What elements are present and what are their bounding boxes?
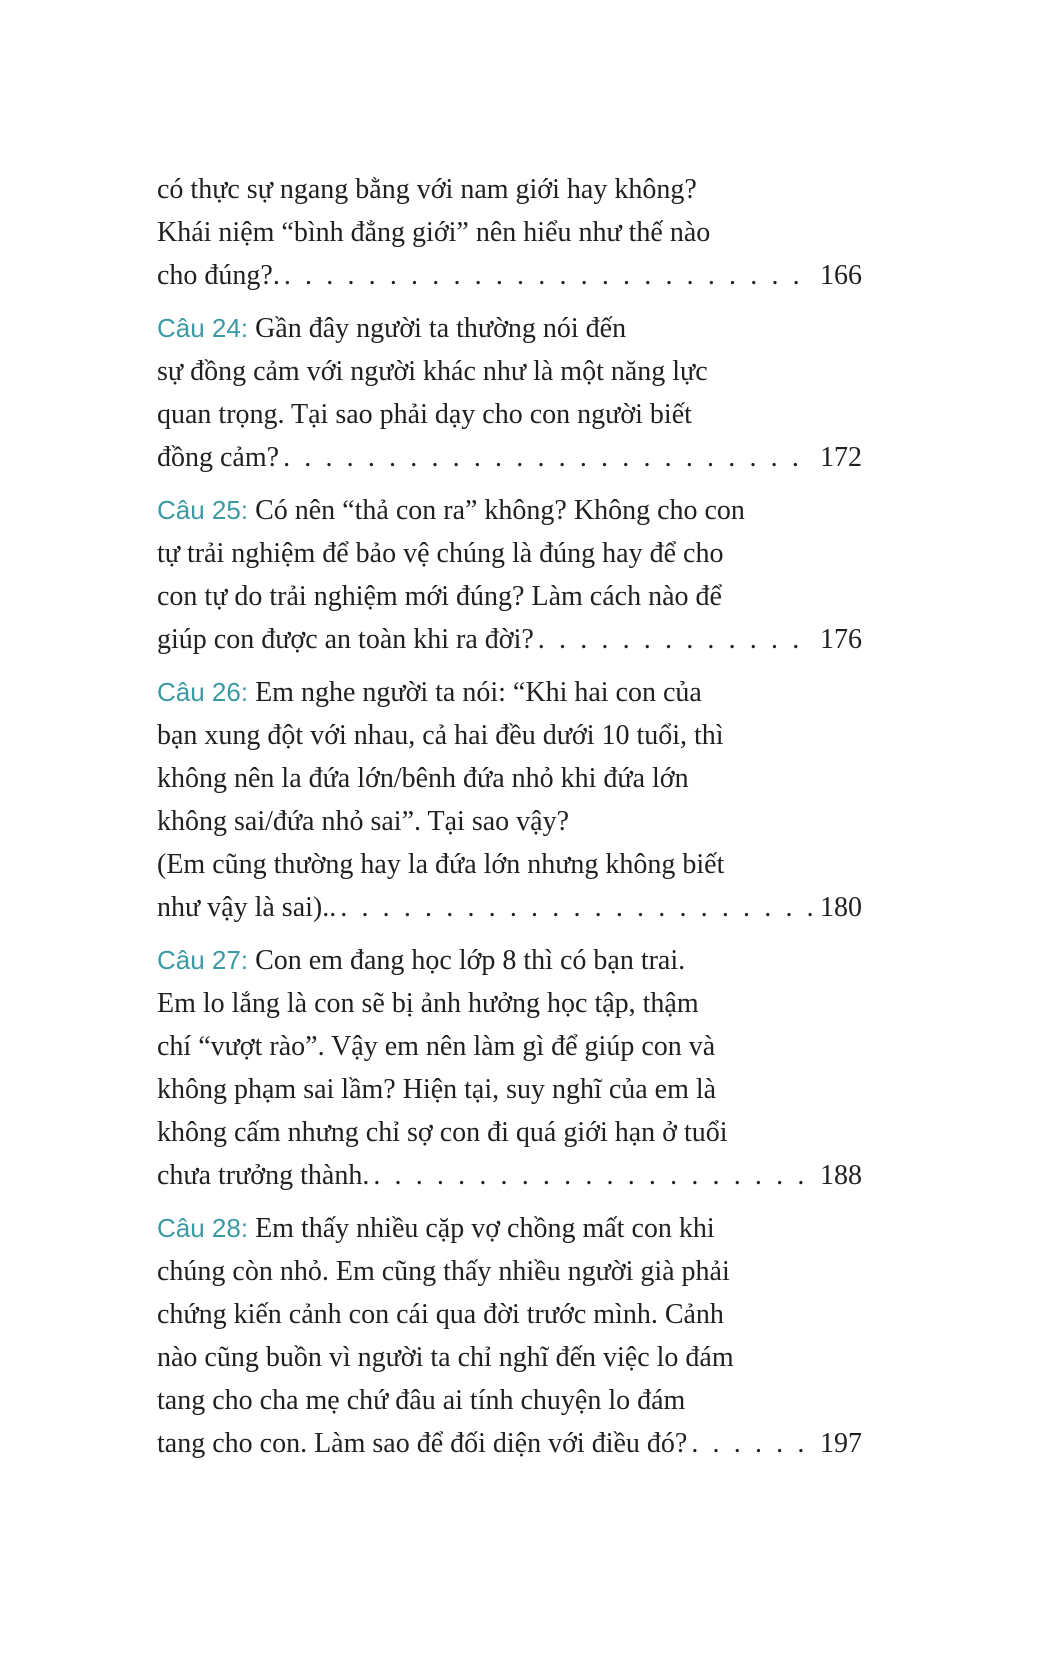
table-of-contents <box>157 168 862 1475</box>
dot-leader <box>691 1422 812 1465</box>
page-number[interactable]: 180 <box>820 892 862 923</box>
question-text-line: không cấm nhưng chỉ sợ con đi quá giới hạn ở tuổi <box>157 1117 728 1148</box>
question-text-line: chúng còn nhỏ. Em cũng thấy nhiều người già phải <box>157 1256 730 1287</box>
toc-entry-first-line <box>157 1207 862 1250</box>
page-number[interactable]: 172 <box>820 442 862 473</box>
question-text: Gần đây người ta thường nói đến <box>248 313 627 344</box>
question-text-line: nào cũng buồn vì người ta chỉ nghĩ đến việc lo đám <box>157 1342 734 1373</box>
toc-entry-first-line <box>157 307 862 350</box>
toc-entry[interactable] <box>157 671 862 929</box>
question-text-line: Em lo lắng là con sẽ bị ảnh hưởng học tập, thậm <box>157 988 699 1019</box>
toc-entry-last-line <box>157 618 862 661</box>
toc-entry-first-line <box>157 168 862 211</box>
question-text: Có nên “thả con ra” không? Không cho con <box>248 495 745 526</box>
toc-entry-first-line <box>157 671 862 714</box>
dot-leader <box>340 886 812 929</box>
question-text-line: tang cho con. Làm sao để đối diện với điều đó? <box>157 1428 688 1459</box>
dot-leader <box>284 254 812 297</box>
question-text: có thực sự ngang bằng với nam giới hay không? <box>157 174 697 205</box>
question-text-line: bạn xung đột với nhau, cả hai đều dưới 10 tuổi, thì <box>157 720 724 751</box>
question-label: Câu 24: <box>157 313 249 343</box>
question-text-line: như vậy là sai).. <box>157 892 337 923</box>
toc-entry[interactable] <box>157 489 862 661</box>
question-text-line: con tự do trải nghiệm mới đúng? Làm cách nào để <box>157 581 722 612</box>
question-label: Câu 26: <box>157 677 249 707</box>
question-text: Con em đang học lớp 8 thì có bạn trai. <box>248 945 686 976</box>
question-text-line: (Em cũng thường hay la đứa lớn nhưng không biết <box>157 849 725 880</box>
toc-entry-last-line <box>157 886 862 929</box>
question-text-line: giúp con được an toàn khi ra đời? <box>157 624 534 655</box>
question-text-line: không nên la đứa lớn/bênh đứa nhỏ khi đứa lớn <box>157 763 689 794</box>
page-number[interactable]: 197 <box>820 1428 862 1459</box>
toc-entry-first-line <box>157 489 862 532</box>
question-text: Em nghe người ta nói: “Khi hai con của <box>248 677 702 708</box>
question-text-line: Khái niệm “bình đẳng giới” nên hiểu như thế nào <box>157 217 711 248</box>
question-text-line: tự trải nghiệm để bảo vệ chúng là đúng hay để cho <box>157 538 724 569</box>
question-label: Câu 27: <box>157 945 249 975</box>
page-number[interactable]: 188 <box>820 1160 862 1191</box>
question-text-line: không sai/đứa nhỏ sai”. Tại sao vậy? <box>157 806 570 837</box>
question-text: Em thấy nhiều cặp vợ chồng mất con khi <box>248 1213 715 1244</box>
question-text-line: không phạm sai lầm? Hiện tại, suy nghĩ của em là <box>157 1074 717 1105</box>
dot-leader <box>538 618 812 661</box>
question-text-line: cho đúng?. <box>157 260 280 291</box>
page-number[interactable]: 166 <box>820 260 862 291</box>
toc-entry-last-line <box>157 254 862 297</box>
question-text-line: chí “vượt rào”. Vậy em nên làm gì để giúp con và <box>157 1031 716 1062</box>
toc-entry-last-line <box>157 1422 862 1465</box>
page-number[interactable]: 176 <box>820 624 862 655</box>
toc-entry[interactable] <box>157 307 862 479</box>
toc-entry[interactable] <box>157 1207 862 1465</box>
toc-entry-last-line <box>157 436 862 479</box>
toc-entry[interactable] <box>157 168 862 297</box>
question-text-line: đồng cảm? <box>157 442 280 473</box>
question-text-line: chứng kiến cảnh con cái qua đời trước mình. Cảnh <box>157 1299 724 1330</box>
toc-entry-first-line <box>157 939 862 982</box>
question-label: Câu 28: <box>157 1213 249 1243</box>
question-text-line: chưa trưởng thành. <box>157 1160 370 1191</box>
question-text-line: sự đồng cảm với người khác như là một năng lực <box>157 356 708 387</box>
toc-entry[interactable] <box>157 939 862 1197</box>
question-text-line: quan trọng. Tại sao phải dạy cho con người biết <box>157 399 692 430</box>
dot-leader <box>373 1154 812 1197</box>
dot-leader <box>283 436 812 479</box>
question-label: Câu 25: <box>157 495 249 525</box>
toc-entry-last-line <box>157 1154 862 1197</box>
question-text-line: tang cho cha mẹ chứ đâu ai tính chuyện lo đám <box>157 1385 686 1416</box>
